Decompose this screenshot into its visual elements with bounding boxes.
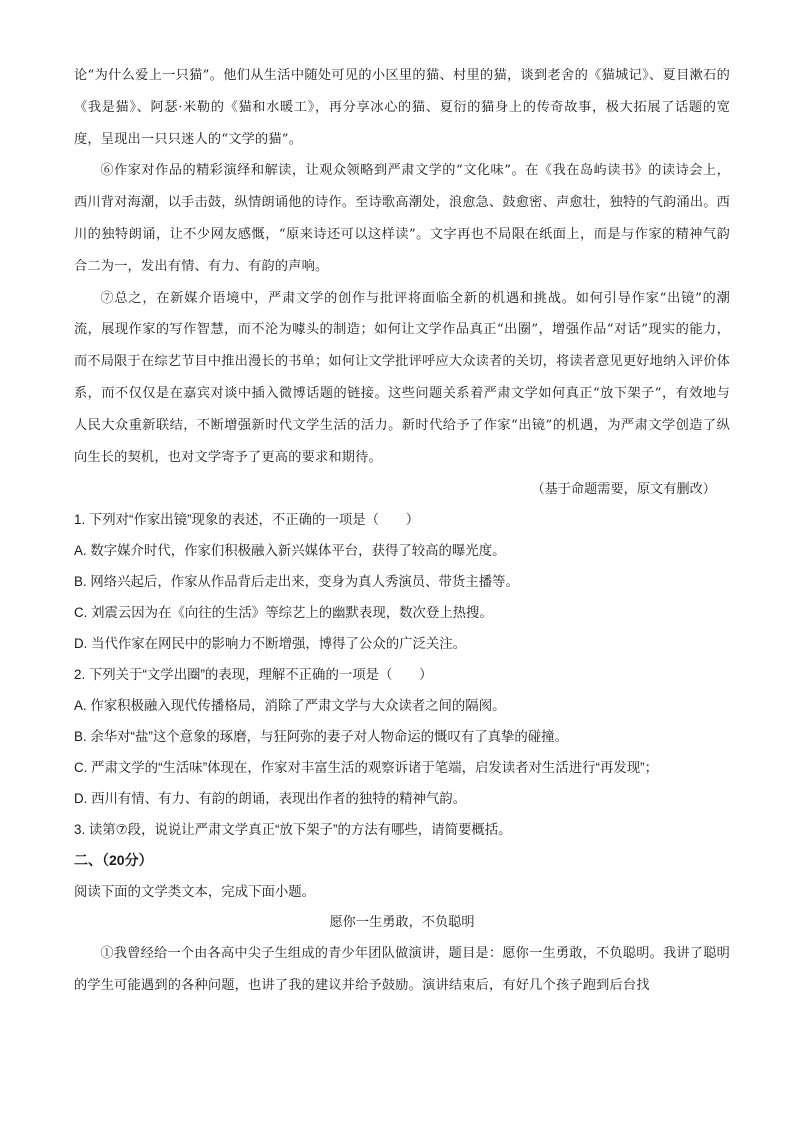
question-1 xyxy=(74,504,730,659)
question-stem: 1. 下列对“作家出镜”现象的表述，不正确的一项是（ ） xyxy=(74,512,420,528)
paragraph-7: ⑦总之，在新媒介语境中，严肃文学的创作与批评将面临全新的机遇和挑战。如何引导作家“出镜”的潮流，展现作家的写作智慧，而不沦为噱头的制造；如何让文学作品真正“出圈”，增强作品“对话”现实的能力，而不局限于在综艺节目中推出漫长的书单；如何让文学批评呼应大众读者的关切，将读者意见更好地纳入评价体系，而不仅仅是在嘉宾对谈中插入微博话题的链接。这些问题关系着严肃文学如何真正“放下架子”，有效地与人民大众重新联结，不断增强新时代文学生活的活力。新时代给予了作家“出镜”的机遇，为严肃文学创造了纵向生长的契机，也对文学寄予了更高的要求和期待。 xyxy=(74,290,730,465)
section-heading: 二、（20分） xyxy=(74,852,153,869)
section-instruction: 阅读下面的文学类文本，完成下面小题。 xyxy=(74,884,316,900)
question-2 xyxy=(74,659,730,814)
document-content xyxy=(74,60,730,1001)
option-c: C. 刘震云因为在《向往的生活》等综艺上的幽默表现，数次登上热搜。 xyxy=(74,605,493,621)
paragraph-continuation: 论“为什么爱上一只猫”。他们从生活中随处可见的小区里的猫、村里的猫，谈到老舍的《猫城记》、夏目漱石的《我是猫》、阿瑟·米勒的《猫和水暖工》，再分享冰心的猫、夏衍的猫身上的传奇故事，极大拓展了话题的宽度，呈现出一只只迷人的“文学的猫”。 xyxy=(74,68,730,147)
question-stem: 2. 下列关于“文学出圈”的表现，理解不正确的一项是（ ） xyxy=(74,667,433,683)
option-c: C. 严肃文学的“生活味”体现在，作家对丰富生活的观察诉诸于笔端，启发读者对生活进行“再发现”； xyxy=(74,760,658,776)
option-b: B. 余华对“盐”这个意象的琢磨，与狂阿弥的妻子对人物命运的慨叹有了真挚的碰撞。 xyxy=(74,729,568,745)
option-b: B. 网络兴起后，作家从作品背后走出来，变身为真人秀演员、带货主播等。 xyxy=(74,574,519,590)
option-a: A. 作家积极融入现代传播格局，消除了严肃文学与大众读者之间的隔阂。 xyxy=(74,698,506,714)
article-title: 愿你一生勇敢，不负聪明 xyxy=(329,915,475,931)
question-3 xyxy=(74,814,730,845)
article-paragraph-1: ①我曾经给一个由各高中尖子生组成的青少年团队做演讲，题目是：愿你一生勇敢，不负聪明。我讲了聪明的学生可能遇到的各种问题，也讲了我的建议并给予鼓励。演讲结束后，有好几个孩子跑到后台找 xyxy=(74,946,730,993)
option-d: D. 当代作家在网民中的影响力不断增强，博得了公众的广泛关注。 xyxy=(74,636,467,652)
option-d: D. 西川有情、有力、有韵的朗诵，表现出作者的独特的精神气韵。 xyxy=(74,791,467,807)
option-a: A. 数字媒介时代，作家们积极融入新兴媒体平台，获得了较高的曝光度。 xyxy=(74,543,506,559)
question-stem: 3. 读第⑦段，说说让严肃文学真正“放下架子”的方法有哪些，请简要概括。 xyxy=(74,822,512,838)
source-note: （基于命题需要，原文有删改） xyxy=(531,481,716,497)
paragraph-6: ⑥作家对作品的精彩演绎和解读，让观众领略到严肃文学的“文化味”。在《我在岛屿读书》的读诗会上，西川背对海潮，以手击鼓，纵情朗诵他的诗作。至诗歌高潮处，浪愈急、鼓愈密、声愈壮，独特的气韵涌出。西川的独特朗诵，让不少网友感慨，“原来诗还可以这样读”。文字再也不局限在纸面上，而是与作家的精神气韵合二为一，发出有情、有力、有韵的声响。 xyxy=(74,163,730,274)
